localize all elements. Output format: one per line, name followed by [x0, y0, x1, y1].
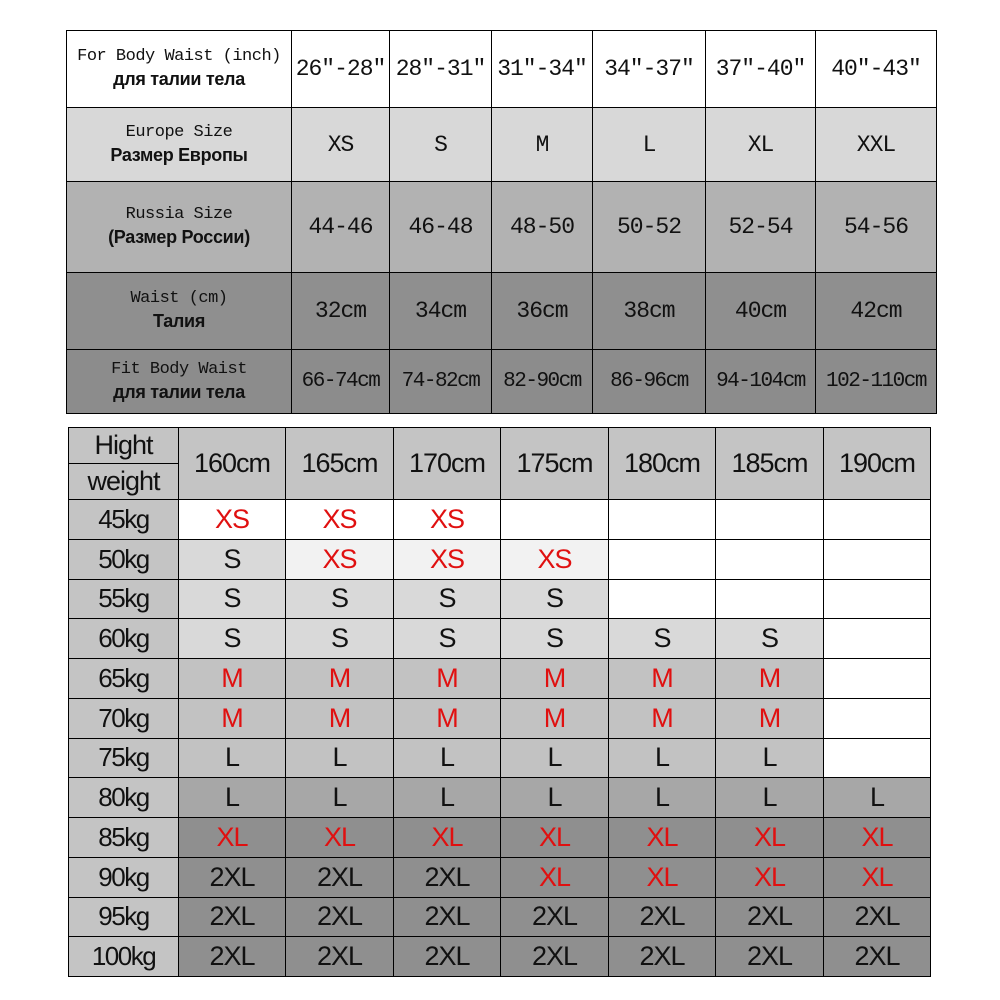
- waist-cm-row: [67, 273, 937, 350]
- cell: 44-46: [292, 182, 390, 273]
- size-cell: S: [179, 619, 286, 659]
- cell: 48-50: [492, 182, 593, 273]
- height-header: 185cm: [716, 428, 824, 500]
- size-cell: S: [286, 619, 394, 659]
- size-cell: S: [609, 619, 716, 659]
- russia-size-row: [67, 182, 937, 273]
- label-en: Russia Size: [125, 205, 233, 224]
- cell: S: [390, 108, 492, 182]
- size-cell: M: [394, 698, 501, 738]
- size-cell: [824, 698, 931, 738]
- size-cell: S: [179, 539, 286, 579]
- size-cell: M: [716, 659, 824, 699]
- size-cell: [824, 659, 931, 699]
- size-cell: XL: [609, 857, 716, 897]
- label-ru: Размер Европы: [110, 144, 248, 165]
- cell: 102-110cm: [816, 350, 937, 414]
- label-en: Europe Size: [125, 122, 233, 142]
- cell: 46-48: [390, 182, 492, 273]
- size-cell: 2XL: [286, 937, 394, 977]
- size-cell: 2XL: [716, 897, 824, 937]
- size-cell: [501, 500, 609, 540]
- label-en: Fit Body Waist: [111, 359, 247, 379]
- cell: 86-96cm: [593, 350, 706, 414]
- size-cell: M: [286, 659, 394, 699]
- cell: 36cm: [492, 273, 593, 350]
- size-cell: M: [501, 698, 609, 738]
- size-cell: L: [609, 778, 716, 818]
- weight-row: [69, 659, 931, 699]
- weight-label: 100kg: [69, 937, 179, 977]
- size-cell: [609, 500, 716, 540]
- size-cell: XS: [286, 539, 394, 579]
- cell: 74-82cm: [390, 350, 492, 414]
- cell: 32cm: [292, 273, 390, 350]
- size-cell: XL: [824, 857, 931, 897]
- cell: 66-74cm: [292, 350, 390, 414]
- size-cell: M: [716, 698, 824, 738]
- cell: 40cm: [706, 273, 816, 350]
- weight-row: [69, 500, 931, 540]
- cell: XS: [292, 108, 390, 182]
- label-en: For Body Waist (inch): [77, 47, 281, 66]
- size-cell: 2XL: [179, 857, 286, 897]
- size-cell: M: [609, 659, 716, 699]
- size-cell: [824, 619, 931, 659]
- height-header: 190cm: [824, 428, 931, 500]
- europe-size-row: [67, 108, 937, 182]
- size-cell: L: [286, 738, 394, 778]
- weight-label: 60kg: [69, 619, 179, 659]
- size-cell: L: [609, 738, 716, 778]
- row-label: [67, 182, 292, 273]
- size-cell: 2XL: [286, 897, 394, 937]
- cell: 40″-43″: [816, 31, 937, 108]
- weight-label: 85kg: [69, 818, 179, 858]
- label-ru: для талии тела: [113, 69, 245, 89]
- size-cell: 2XL: [824, 937, 931, 977]
- size-cell: S: [179, 579, 286, 619]
- size-cell: 2XL: [394, 857, 501, 897]
- weight-row: [69, 937, 931, 977]
- size-cell: L: [716, 778, 824, 818]
- fit-body-waist-row: [67, 350, 937, 414]
- size-cell: L: [394, 778, 501, 818]
- size-cell: 2XL: [609, 937, 716, 977]
- weight-label: 70kg: [69, 698, 179, 738]
- weight-row: [69, 818, 931, 858]
- size-cell: XL: [716, 857, 824, 897]
- size-cell: M: [501, 659, 609, 699]
- size-cell: 2XL: [609, 897, 716, 937]
- weight-label: 75kg: [69, 738, 179, 778]
- size-cell: L: [716, 738, 824, 778]
- cell: 37″-40″: [706, 31, 816, 108]
- row-label: [67, 273, 292, 350]
- weight-row: [69, 539, 931, 579]
- size-cell: 2XL: [501, 897, 609, 937]
- size-cell: [824, 738, 931, 778]
- size-cell: 2XL: [501, 937, 609, 977]
- cell: 38cm: [593, 273, 706, 350]
- size-cell: [609, 579, 716, 619]
- height-header: 160cm: [179, 428, 286, 500]
- hight-label: Hight: [69, 428, 178, 464]
- weight-label: 55kg: [69, 579, 179, 619]
- size-cell: XS: [394, 539, 501, 579]
- height-header-row: [69, 428, 931, 500]
- size-cell: XL: [716, 818, 824, 858]
- cell: L: [593, 108, 706, 182]
- size-cell: XS: [286, 500, 394, 540]
- size-rows: [69, 500, 931, 977]
- size-cell: L: [179, 738, 286, 778]
- size-cell: M: [286, 698, 394, 738]
- row-label: [67, 31, 292, 108]
- weight-row: [69, 738, 931, 778]
- weight-row: [69, 579, 931, 619]
- cell: 28″-31″: [390, 31, 492, 108]
- weight-label: 45kg: [69, 500, 179, 540]
- cell: 26″-28″: [292, 31, 390, 108]
- size-cell: [716, 500, 824, 540]
- size-cell: 2XL: [824, 897, 931, 937]
- weight-label: weight: [87, 466, 160, 496]
- size-cell: S: [286, 579, 394, 619]
- size-cell: M: [609, 698, 716, 738]
- size-cell: L: [286, 778, 394, 818]
- size-cell: L: [179, 778, 286, 818]
- size-cell: [824, 579, 931, 619]
- weight-label: 80kg: [69, 778, 179, 818]
- cell: 34cm: [390, 273, 492, 350]
- size-cell: [609, 539, 716, 579]
- size-cell: S: [501, 579, 609, 619]
- waist-inch-row: [67, 31, 937, 108]
- size-cell: 2XL: [716, 937, 824, 977]
- weight-row: [69, 698, 931, 738]
- weight-row: [69, 897, 931, 937]
- size-cell: S: [716, 619, 824, 659]
- cell: M: [492, 108, 593, 182]
- size-cell: 2XL: [394, 897, 501, 937]
- size-cell: XL: [501, 818, 609, 858]
- weight-row: [69, 619, 931, 659]
- height-header: 170cm: [394, 428, 501, 500]
- height-header: 165cm: [286, 428, 394, 500]
- cell: 82-90cm: [492, 350, 593, 414]
- label-ru: Талия: [152, 311, 206, 331]
- size-cell: XS: [179, 500, 286, 540]
- weight-label: 50kg: [69, 539, 179, 579]
- weight-label: 90kg: [69, 857, 179, 897]
- height-weight-size-table: [68, 427, 931, 977]
- size-cell: M: [179, 698, 286, 738]
- size-cell: S: [394, 579, 501, 619]
- label-ru: (Размер России): [108, 227, 250, 247]
- size-cell: XL: [501, 857, 609, 897]
- weight-label: 95kg: [69, 897, 179, 937]
- size-cell: S: [501, 619, 609, 659]
- label-ru: для талии тела: [113, 381, 245, 402]
- weight-label: 65kg: [69, 659, 179, 699]
- size-cell: 2XL: [286, 857, 394, 897]
- cell: 31″-34″: [492, 31, 593, 108]
- size-cell: L: [501, 778, 609, 818]
- weight-row: [69, 857, 931, 897]
- weight-row: [69, 778, 931, 818]
- size-cell: XS: [501, 539, 609, 579]
- size-cell: XS: [394, 500, 501, 540]
- size-cell: L: [824, 778, 931, 818]
- size-cell: L: [501, 738, 609, 778]
- size-cell: 2XL: [179, 897, 286, 937]
- size-cell: S: [394, 619, 501, 659]
- row-label: [67, 108, 292, 182]
- cell: XXL: [816, 108, 937, 182]
- row-label: [67, 350, 292, 414]
- size-cell: XL: [286, 818, 394, 858]
- height-header: 180cm: [609, 428, 716, 500]
- size-cell: [824, 539, 931, 579]
- body-waist-size-table: [66, 30, 937, 414]
- size-cell: L: [394, 738, 501, 778]
- size-cell: XL: [394, 818, 501, 858]
- cell: 34″-37″: [593, 31, 706, 108]
- size-cell: XL: [609, 818, 716, 858]
- size-cell: XL: [824, 818, 931, 858]
- size-cell: XL: [179, 818, 286, 858]
- size-cell: 2XL: [394, 937, 501, 977]
- size-cell: [824, 500, 931, 540]
- cell: 94-104cm: [706, 350, 816, 414]
- label-en: Waist (cm): [130, 289, 228, 308]
- size-cell: M: [394, 659, 501, 699]
- size-cell: M: [179, 659, 286, 699]
- hight-weight-corner: [69, 428, 179, 500]
- size-cell: 2XL: [179, 937, 286, 977]
- cell: 54-56: [816, 182, 937, 273]
- cell: 52-54: [706, 182, 816, 273]
- cell: 50-52: [593, 182, 706, 273]
- height-header: 175cm: [501, 428, 609, 500]
- size-cell: [716, 579, 824, 619]
- cell: XL: [706, 108, 816, 182]
- size-cell: [716, 539, 824, 579]
- cell: 42cm: [816, 273, 937, 350]
